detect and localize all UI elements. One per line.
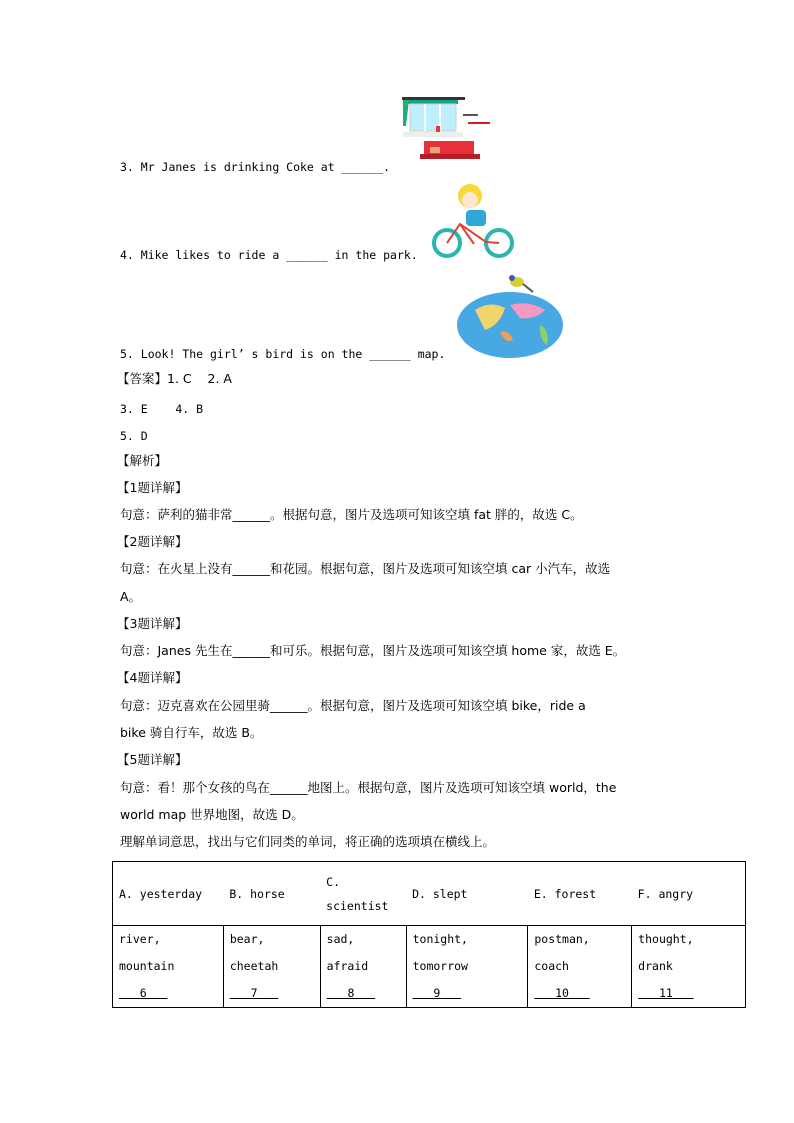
answer-blank[interactable]: 8 <box>347 986 355 1000</box>
word: sad, <box>326 932 355 946</box>
answer-blank[interactable]: 10 <box>555 986 569 1000</box>
detail-1-title: 【1题详解】 <box>117 480 188 495</box>
detail-4-line: bike 骑自行车，故选 B。 <box>120 725 263 740</box>
answer-line-3: 5. D <box>120 429 148 443</box>
word: thought, <box>638 932 694 946</box>
detail-4-title: 【4题详解】 <box>117 670 188 685</box>
detail-1-line: 句意：萨利的猫非常______。根据句意，图片及选项可知该空填 fat 胖的，故选 C。 <box>120 507 583 522</box>
option: D. slept <box>406 862 528 926</box>
words-row <box>113 926 746 1008</box>
word: bear, <box>229 932 265 946</box>
answer-line-1: 【答案】1. C 2. A <box>117 371 232 386</box>
detail-5-title: 【5题详解】 <box>117 752 188 767</box>
option: E. forest <box>528 862 632 926</box>
word-cell <box>632 926 746 1008</box>
option: A. yesterday <box>113 862 224 926</box>
answer-blank[interactable]: 7 <box>250 986 258 1000</box>
word: river, <box>119 932 161 946</box>
question-3: 3. Mr Janes is drinking Coke at ______. <box>120 160 391 174</box>
detail-2-line: A。 <box>120 589 142 604</box>
word-cell <box>223 926 320 1008</box>
detail-3-line: 句意：Janes 先生在______和可乐。根据句意，图片及选项可知该空填 home 家，故选 E。 <box>120 643 626 658</box>
word-cell <box>320 926 406 1008</box>
word: cheetah <box>229 959 279 973</box>
boy-on-bike-image <box>430 182 516 260</box>
detail-2-title: 【2题详解】 <box>117 534 188 549</box>
word-table <box>112 861 746 1008</box>
word: tonight, <box>412 932 468 946</box>
instruction: 理解单词意思，找出与它们同类的单词，将正确的选项填在横线上。 <box>120 834 496 849</box>
answer-line-2: 3. E 4. B <box>120 402 204 416</box>
option: F. angry <box>632 862 746 926</box>
word: coach <box>534 959 569 973</box>
answer-blank[interactable]: 6 <box>139 986 147 1000</box>
detail-2-line: 句意：在火星上没有______和花园。根据句意，图片及选项可知该空填 car 小汽车，故选 <box>120 561 611 576</box>
living-room-image <box>400 96 492 166</box>
answer-blank[interactable]: 11 <box>658 986 673 1000</box>
question-4: 4. Mike likes to ride a ______ in the park. <box>120 248 418 262</box>
option: B. horse <box>223 862 320 926</box>
word: mountain <box>119 959 175 973</box>
detail-5-line: 句意：看！那个女孩的鸟在______地图上。根据句意，图片及选项可知该空填 world，the <box>120 780 617 795</box>
word: drank <box>638 959 673 973</box>
world-map-bird-image <box>455 270 567 360</box>
question-5: 5. Look! The girl’ s bird is on the ______ map. <box>120 347 446 361</box>
options-row <box>113 862 746 926</box>
answer-blank[interactable]: 9 <box>433 986 441 1000</box>
word: afraid <box>326 959 369 973</box>
detail-5-line: world map 世界地图，故选 D。 <box>120 807 304 822</box>
word-cell <box>113 926 224 1008</box>
detail-4-line: 句意：迈克喜欢在公园里骑______。根据句意，图片及选项可知该空填 bike，ride a <box>120 698 586 713</box>
word: tomorrow <box>412 959 468 973</box>
analysis-heading: 【解析】 <box>117 453 168 468</box>
detail-3-title: 【3题详解】 <box>117 616 188 631</box>
word-cell <box>528 926 632 1008</box>
word-cell <box>406 926 528 1008</box>
option: C. scientist <box>320 862 406 926</box>
word: postman, <box>534 932 590 946</box>
